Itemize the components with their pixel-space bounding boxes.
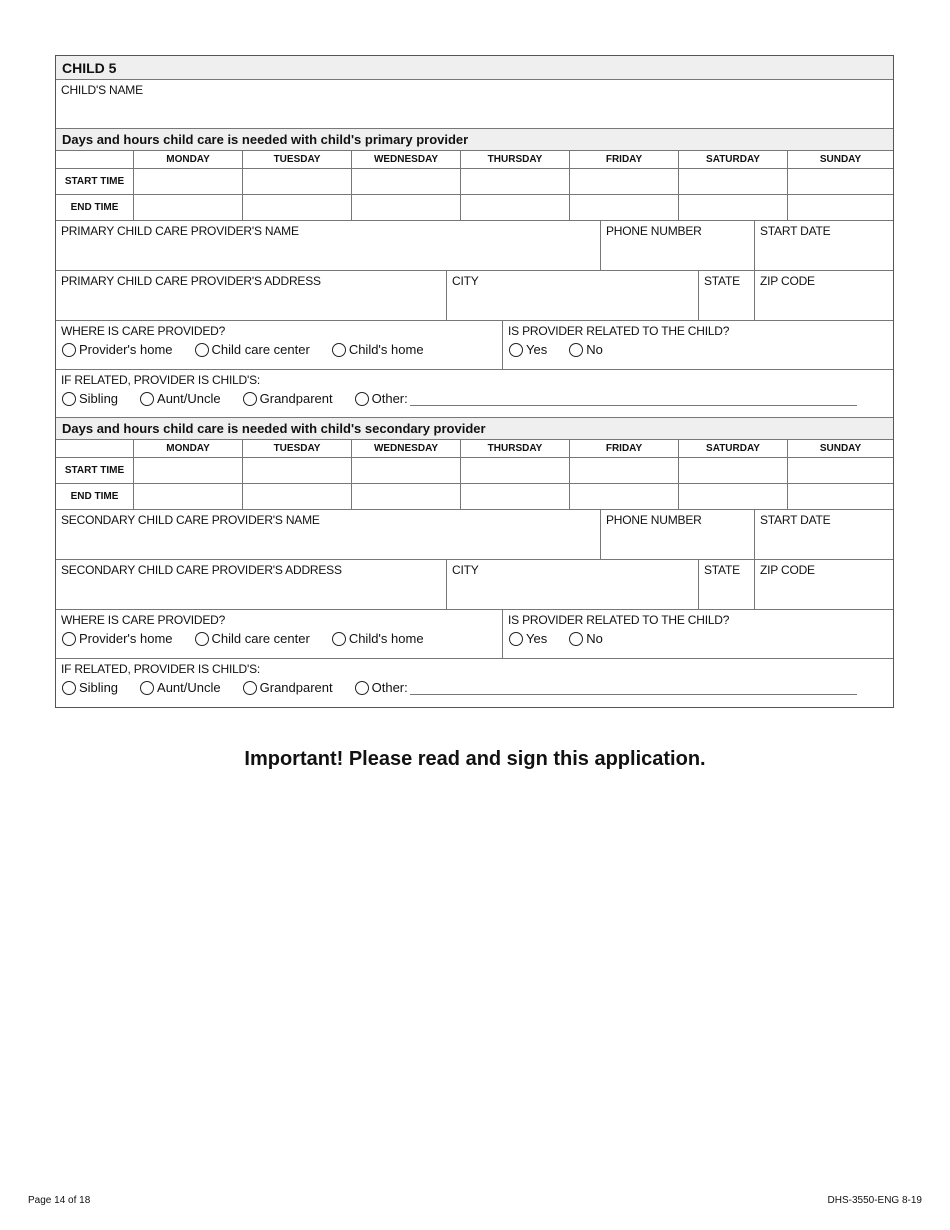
end-time-label: END TIME — [56, 484, 134, 509]
primary-end-sunday[interactable] — [788, 195, 893, 220]
primary-start-date-field[interactable] — [755, 221, 893, 270]
secondary-phone-field[interactable] — [601, 510, 755, 559]
primary-start-monday[interactable] — [134, 169, 243, 194]
primary-address-label: PRIMARY CHILD CARE PROVIDER'S ADDRESS — [61, 274, 321, 288]
primary-state-field[interactable] — [699, 271, 755, 320]
radio-icon[interactable] — [62, 681, 76, 695]
day-header-saturday: SATURDAY — [679, 151, 788, 168]
secondary-address-field[interactable] — [56, 560, 447, 609]
primary-relation-aunt-uncle[interactable] — [140, 391, 221, 406]
secondary-zip-label: ZIP CODE — [760, 563, 815, 577]
day-header-wednesday: WEDNESDAY — [352, 151, 461, 168]
secondary-end-thursday[interactable] — [461, 484, 570, 509]
secondary-relation-row — [56, 659, 893, 707]
primary-address-row — [56, 271, 893, 321]
primary-start-time-row — [56, 169, 893, 195]
primary-provider-name-row — [56, 221, 893, 271]
secondary-provider-name-label: SECONDARY CHILD CARE PROVIDER'S NAME — [61, 513, 320, 527]
primary-start-tuesday[interactable] — [243, 169, 352, 194]
primary-start-sunday[interactable] — [788, 169, 893, 194]
day-header-tuesday: TUESDAY — [243, 440, 352, 457]
radio-icon[interactable] — [569, 343, 583, 357]
option-label: Other: — [371, 391, 408, 406]
primary-start-date-label: START DATE — [760, 224, 831, 238]
secondary-end-friday[interactable] — [570, 484, 679, 509]
radio-icon[interactable] — [355, 392, 369, 406]
child-header-row — [56, 56, 893, 80]
child-name-label: CHILD'S NAME — [61, 83, 143, 97]
secondary-state-field[interactable] — [699, 560, 755, 609]
secondary-relation-sibling[interactable] — [62, 680, 118, 695]
secondary-start-time-row — [56, 458, 893, 484]
end-time-label: END TIME — [56, 195, 134, 220]
radio-icon[interactable] — [332, 632, 346, 646]
day-header-friday: FRIDAY — [570, 440, 679, 457]
primary-start-thursday[interactable] — [461, 169, 570, 194]
option-label: Child's home — [348, 631, 424, 646]
primary-start-wednesday[interactable] — [352, 169, 461, 194]
secondary-end-wednesday[interactable] — [352, 484, 461, 509]
option-label: Other: — [371, 680, 408, 695]
secondary-start-thursday[interactable] — [461, 458, 570, 483]
primary-end-monday[interactable] — [134, 195, 243, 220]
radio-icon[interactable] — [195, 343, 209, 357]
primary-end-thursday[interactable] — [461, 195, 570, 220]
child-header-title: CHILD 5 — [62, 60, 117, 76]
primary-where-label: WHERE IS CARE PROVIDED? — [61, 324, 226, 338]
option-label: Yes — [526, 342, 548, 357]
option-label: Aunt/Uncle — [157, 680, 221, 695]
secondary-start-monday[interactable] — [134, 458, 243, 483]
secondary-related-group — [503, 610, 893, 658]
primary-section-header — [56, 129, 893, 151]
secondary-end-time-row — [56, 484, 893, 510]
secondary-related-yes[interactable] — [509, 631, 547, 646]
primary-end-saturday[interactable] — [679, 195, 788, 220]
primary-relation-row — [56, 370, 893, 418]
secondary-days-header-row — [56, 440, 893, 458]
radio-icon[interactable] — [140, 392, 154, 406]
secondary-relation-aunt-uncle[interactable] — [140, 680, 221, 695]
day-header-tuesday: TUESDAY — [243, 151, 352, 168]
primary-end-time-row — [56, 195, 893, 221]
day-header-wednesday: WEDNESDAY — [352, 440, 461, 457]
secondary-end-sunday[interactable] — [788, 484, 893, 509]
primary-provider-name-field[interactable] — [56, 221, 601, 270]
primary-end-friday[interactable] — [570, 195, 679, 220]
secondary-where-group — [56, 610, 503, 658]
secondary-start-friday[interactable] — [570, 458, 679, 483]
secondary-address-row — [56, 560, 893, 610]
primary-phone-field[interactable] — [601, 221, 755, 270]
option-label: Child's home — [348, 342, 424, 357]
day-header-thursday: THURSDAY — [461, 440, 570, 457]
day-header-thursday: THURSDAY — [461, 151, 570, 168]
primary-zip-label: ZIP CODE — [760, 274, 815, 288]
secondary-provider-name-row — [56, 510, 893, 560]
primary-end-wednesday[interactable] — [352, 195, 461, 220]
option-label: No — [586, 631, 603, 646]
radio-icon[interactable] — [243, 392, 257, 406]
start-time-label: START TIME — [56, 458, 134, 483]
secondary-end-saturday[interactable] — [679, 484, 788, 509]
secondary-where-childs-home[interactable] — [332, 631, 424, 646]
secondary-start-date-field[interactable] — [755, 510, 893, 559]
days-header-corner — [56, 151, 134, 168]
primary-relation-sibling[interactable] — [62, 391, 118, 406]
primary-days-header-row — [56, 151, 893, 169]
secondary-where-child-care-center[interactable] — [195, 631, 310, 646]
radio-icon[interactable] — [355, 681, 369, 695]
secondary-related-label: IS PROVIDER RELATED TO THE CHILD? — [508, 613, 730, 627]
primary-where-child-care-center[interactable] — [195, 342, 310, 357]
secondary-city-label: CITY — [452, 563, 479, 577]
primary-relation-label: IF RELATED, PROVIDER IS CHILD'S: — [61, 373, 261, 387]
day-header-saturday: SATURDAY — [679, 440, 788, 457]
primary-city-field[interactable] — [447, 271, 699, 320]
secondary-section-title: Days and hours child care is needed with child's secondary provider — [62, 421, 486, 436]
primary-relation-other[interactable] — [355, 391, 408, 406]
day-header-monday: MONDAY — [134, 440, 243, 457]
primary-relation-other-input[interactable] — [410, 391, 857, 406]
primary-state-label: STATE — [704, 274, 740, 288]
secondary-section-header — [56, 418, 893, 440]
primary-phone-label: PHONE NUMBER — [606, 224, 702, 238]
secondary-start-sunday[interactable] — [788, 458, 893, 483]
radio-icon[interactable] — [62, 392, 76, 406]
option-label: Grandparent — [259, 391, 333, 406]
secondary-start-tuesday[interactable] — [243, 458, 352, 483]
day-header-friday: FRIDAY — [570, 151, 679, 168]
secondary-end-tuesday[interactable] — [243, 484, 352, 509]
primary-care-location-row — [56, 321, 893, 370]
day-header-sunday: SUNDAY — [819, 443, 862, 454]
day-header-sunday: SUNDAY — [819, 154, 862, 165]
option-label: Sibling — [79, 680, 119, 695]
child-name-field[interactable] — [56, 80, 893, 129]
secondary-state-label: STATE — [704, 563, 740, 577]
primary-where-group — [56, 321, 503, 369]
primary-related-no[interactable] — [569, 342, 603, 357]
secondary-relation-label: IF RELATED, PROVIDER IS CHILD'S: — [61, 662, 261, 676]
primary-related-group — [503, 321, 893, 369]
secondary-care-location-row — [56, 610, 893, 659]
secondary-city-field[interactable] — [447, 560, 699, 609]
option-label: Yes — [526, 631, 548, 646]
child-5-form — [55, 55, 894, 708]
secondary-where-label: WHERE IS CARE PROVIDED? — [61, 613, 226, 627]
secondary-relation-grandparent[interactable] — [243, 680, 333, 695]
radio-icon[interactable] — [243, 681, 257, 695]
important-notice: Important! Please read and sign this application. — [244, 748, 706, 770]
primary-where-providers-home[interactable] — [62, 342, 173, 357]
primary-relation-group — [56, 370, 893, 417]
primary-end-tuesday[interactable] — [243, 195, 352, 220]
primary-where-childs-home[interactable] — [332, 342, 424, 357]
option-label: No — [586, 342, 603, 357]
secondary-relation-other-input[interactable] — [410, 680, 857, 695]
radio-icon[interactable] — [332, 343, 346, 357]
primary-provider-name-label: PRIMARY CHILD CARE PROVIDER'S NAME — [61, 224, 299, 238]
primary-related-yes[interactable] — [509, 342, 547, 357]
radio-icon[interactable] — [62, 343, 76, 357]
radio-icon[interactable] — [509, 632, 523, 646]
option-label: Child care center — [211, 631, 310, 646]
radio-icon[interactable] — [140, 681, 154, 695]
radio-icon[interactable] — [509, 343, 523, 357]
form-id: DHS-3550-ENG 8-19 — [827, 1195, 922, 1206]
primary-city-label: CITY — [452, 274, 479, 288]
radio-icon[interactable] — [62, 632, 76, 646]
primary-section-title: Days and hours child care is needed with child's primary provider — [62, 132, 469, 147]
option-label: Provider's home — [79, 342, 173, 357]
primary-start-saturday[interactable] — [679, 169, 788, 194]
primary-zip-field[interactable] — [755, 271, 893, 320]
radio-icon[interactable] — [569, 632, 583, 646]
secondary-related-no[interactable] — [569, 631, 603, 646]
primary-start-friday[interactable] — [570, 169, 679, 194]
option-label: Grandparent — [259, 680, 333, 695]
secondary-phone-label: PHONE NUMBER — [606, 513, 702, 527]
option-label: Child care center — [211, 342, 310, 357]
secondary-where-providers-home[interactable] — [62, 631, 173, 646]
secondary-end-monday[interactable] — [134, 484, 243, 509]
option-label: Sibling — [79, 391, 119, 406]
secondary-provider-name-field[interactable] — [56, 510, 601, 559]
start-time-label: START TIME — [56, 169, 134, 194]
secondary-start-wednesday[interactable] — [352, 458, 461, 483]
day-header-monday: MONDAY — [134, 151, 243, 168]
days-header-corner — [56, 440, 134, 457]
option-label: Aunt/Uncle — [157, 391, 221, 406]
page-number: Page 14 of 18 — [28, 1195, 91, 1206]
option-label: Provider's home — [79, 631, 173, 646]
primary-relation-grandparent[interactable] — [243, 391, 333, 406]
primary-address-field[interactable] — [56, 271, 447, 320]
secondary-start-saturday[interactable] — [679, 458, 788, 483]
primary-related-label: IS PROVIDER RELATED TO THE CHILD? — [508, 324, 730, 338]
secondary-relation-other[interactable] — [355, 680, 408, 695]
radio-icon[interactable] — [195, 632, 209, 646]
secondary-relation-group — [56, 659, 893, 707]
secondary-address-label: SECONDARY CHILD CARE PROVIDER'S ADDRESS — [61, 563, 342, 577]
secondary-zip-field[interactable] — [755, 560, 893, 609]
secondary-start-date-label: START DATE — [760, 513, 831, 527]
